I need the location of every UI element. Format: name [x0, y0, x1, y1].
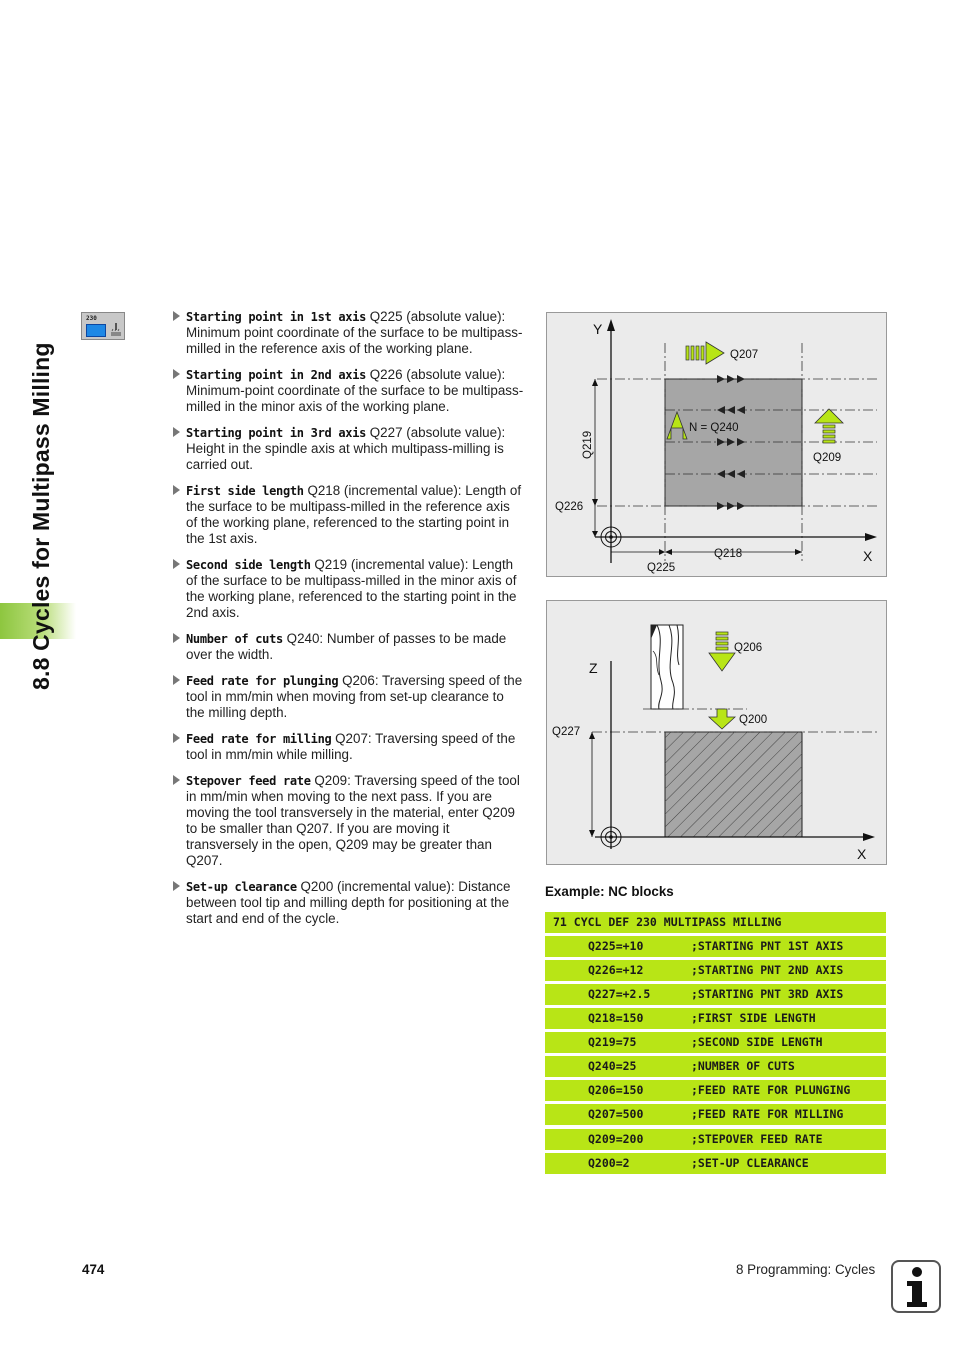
nc-block-row	[545, 1032, 886, 1053]
param-item	[172, 557, 524, 621]
param-item	[172, 631, 524, 663]
param-item	[172, 731, 524, 763]
label-q218: Q218	[714, 548, 743, 560]
nc-comment: ;NUMBER OF CUTS	[691, 1059, 795, 1073]
param-name: Starting point in 3rd axis	[186, 426, 367, 440]
nc-param: Q206=150	[588, 1083, 644, 1097]
nc-param: Q226=+12	[588, 963, 644, 977]
param-item	[172, 425, 524, 473]
cycle-icon-screen	[86, 324, 106, 337]
info-icon	[891, 1260, 941, 1313]
bullet-arrow-icon	[173, 559, 180, 569]
label-q226: Q226	[555, 501, 584, 513]
param-desc: Q209: Traversing speed of the tool in mm/min when moving to the next pass. If you are moving the tool transversely in the material, enter Q209 to be smaller than Q207. If you are moving it transversely in the open, Q209 may be greater than Q207.	[186, 773, 520, 868]
nc-comment: ;STARTING PNT 1ST AXIS	[691, 939, 844, 953]
nc-block-header	[545, 912, 886, 933]
nc-param: Q227=+2.5	[588, 987, 651, 1001]
label-q219: Q219	[582, 430, 594, 459]
nc-block-row	[545, 936, 886, 957]
cycle-icon-tool	[110, 323, 122, 337]
param-name: Second side length	[186, 558, 311, 572]
nc-comment: ;FEED RATE FOR PLUNGING	[691, 1083, 851, 1097]
param-item	[172, 673, 524, 721]
nc-block-row	[545, 1056, 886, 1077]
nc-block-row	[545, 1104, 886, 1125]
label-q227: Q227	[552, 726, 581, 738]
nc-comment: ;FIRST SIDE LENGTH	[691, 1011, 816, 1025]
nc-block-row	[545, 1008, 886, 1029]
nc-comment: ;STEPOVER FEED RATE	[691, 1132, 823, 1146]
nc-block-row	[545, 960, 886, 981]
nc-comment: ;FEED RATE FOR MILLING	[691, 1107, 844, 1121]
nc-comment: ;SECOND SIDE LENGTH	[691, 1035, 823, 1049]
param-desc: Q218 (incremental value): Length of the surface to be multipass-milled in the reference axis of the working plane, referenced to the starting point in the 1st axis.	[186, 483, 522, 546]
nc-block-text: 71 CYCL DEF 230 MULTIPASS MILLING	[553, 915, 782, 929]
milling-tool-icon	[651, 625, 683, 709]
figure-xy-plane	[546, 312, 887, 577]
param-name: Number of cuts	[186, 632, 283, 646]
label-q200: Q200	[739, 714, 768, 726]
param-desc: Q219 (incremental value): Length of the surface to be multipass-milled in the minor axis of the working plane, referenced to the starting point in the 2nd axis.	[186, 557, 517, 620]
bullet-arrow-icon	[173, 427, 180, 437]
nc-block-row	[545, 1129, 886, 1150]
param-item	[172, 367, 524, 415]
label-q209: Q209	[813, 452, 842, 464]
nc-param: Q225=+10	[588, 939, 644, 953]
bullet-arrow-icon	[173, 733, 180, 743]
feed-arrow-q206-icon	[709, 632, 735, 671]
param-desc: Q240: Number of passes to be made over the width.	[186, 631, 507, 662]
axis-label-x: X	[863, 548, 873, 564]
nc-param: Q219=75	[588, 1035, 637, 1049]
param-desc: Q225 (absolute value): Minimum point coordinate of the surface to be multipass-milled in the reference axis of the working plane.	[186, 309, 523, 356]
param-name: Starting point in 2nd axis	[186, 368, 367, 382]
chapter-side-title: 8.8 Cycles for Multipass Milling	[28, 342, 54, 690]
axis-label-y: Y	[593, 321, 603, 337]
bullet-arrow-icon	[173, 369, 180, 379]
label-q240: N = Q240	[689, 422, 739, 434]
param-item	[172, 483, 524, 547]
bullet-arrow-icon	[173, 633, 180, 643]
example-title: Example: NC blocks	[545, 884, 674, 899]
bullet-arrow-icon	[173, 675, 180, 685]
page-number: 474	[82, 1262, 105, 1277]
param-desc: Q227 (absolute value): Height in the spindle axis at which multipass-milling is carried out.	[186, 425, 506, 472]
label-q207: Q207	[730, 349, 759, 361]
bullet-arrow-icon	[173, 485, 180, 495]
param-name: Starting point in 1st axis	[186, 310, 367, 324]
nc-param: Q218=150	[588, 1011, 644, 1025]
bullet-arrow-icon	[173, 881, 180, 891]
nc-param: Q207=500	[588, 1107, 644, 1121]
nc-param: Q200=2	[588, 1156, 630, 1170]
param-desc: Q200 (incremental value): Distance between tool tip and milling depth for positioning at the start and end of the cycle.	[186, 879, 511, 926]
label-q206: Q206	[734, 642, 763, 654]
param-desc: Q226 (absolute value): Minimum-point coordinate of the surface to be multipass-milled in the minor axis of the working plane.	[186, 367, 524, 414]
axis-label-x-bottom: X	[857, 846, 867, 862]
nc-comment: ;SET-UP CLEARANCE	[691, 1156, 809, 1170]
param-name: First side length	[186, 484, 304, 498]
bullet-arrow-icon	[173, 311, 180, 321]
bullet-arrow-icon	[173, 775, 180, 785]
nc-param: Q209=200	[588, 1132, 644, 1146]
nc-param: Q240=25	[588, 1059, 637, 1073]
clearance-arrow-icon	[709, 709, 735, 729]
nc-block-row	[545, 1153, 886, 1174]
param-name: Feed rate for milling	[186, 732, 332, 746]
param-name: Set-up clearance	[186, 880, 297, 894]
nc-comment: ;STARTING PNT 2ND AXIS	[691, 963, 844, 977]
figure-z-section	[546, 600, 887, 865]
label-q225: Q225	[647, 562, 676, 574]
param-item	[172, 879, 524, 927]
param-item	[172, 773, 524, 869]
nc-block-row	[545, 1080, 886, 1101]
param-name: Stepover feed rate	[186, 774, 311, 788]
cycle-230-icon	[81, 312, 125, 340]
param-desc: Q206: Traversing speed of the tool in mm/min when moving from set-up clearance to the milling depth.	[186, 673, 523, 720]
param-desc: Q207: Traversing speed of the tool in mm/min while milling.	[186, 731, 516, 762]
axis-label-z: Z	[589, 660, 598, 676]
feed-arrow-q209-icon	[815, 409, 843, 443]
nc-block-row	[545, 984, 886, 1005]
cycle-icon-number: 230	[86, 315, 97, 322]
chapter-footer: 8 Programming: Cycles	[736, 1262, 876, 1277]
param-item	[172, 309, 524, 357]
feed-arrow-q207-icon	[686, 342, 724, 364]
parameter-list	[172, 309, 524, 937]
nc-comment: ;STARTING PNT 3RD AXIS	[691, 987, 844, 1001]
param-name: Feed rate for plunging	[186, 674, 339, 688]
